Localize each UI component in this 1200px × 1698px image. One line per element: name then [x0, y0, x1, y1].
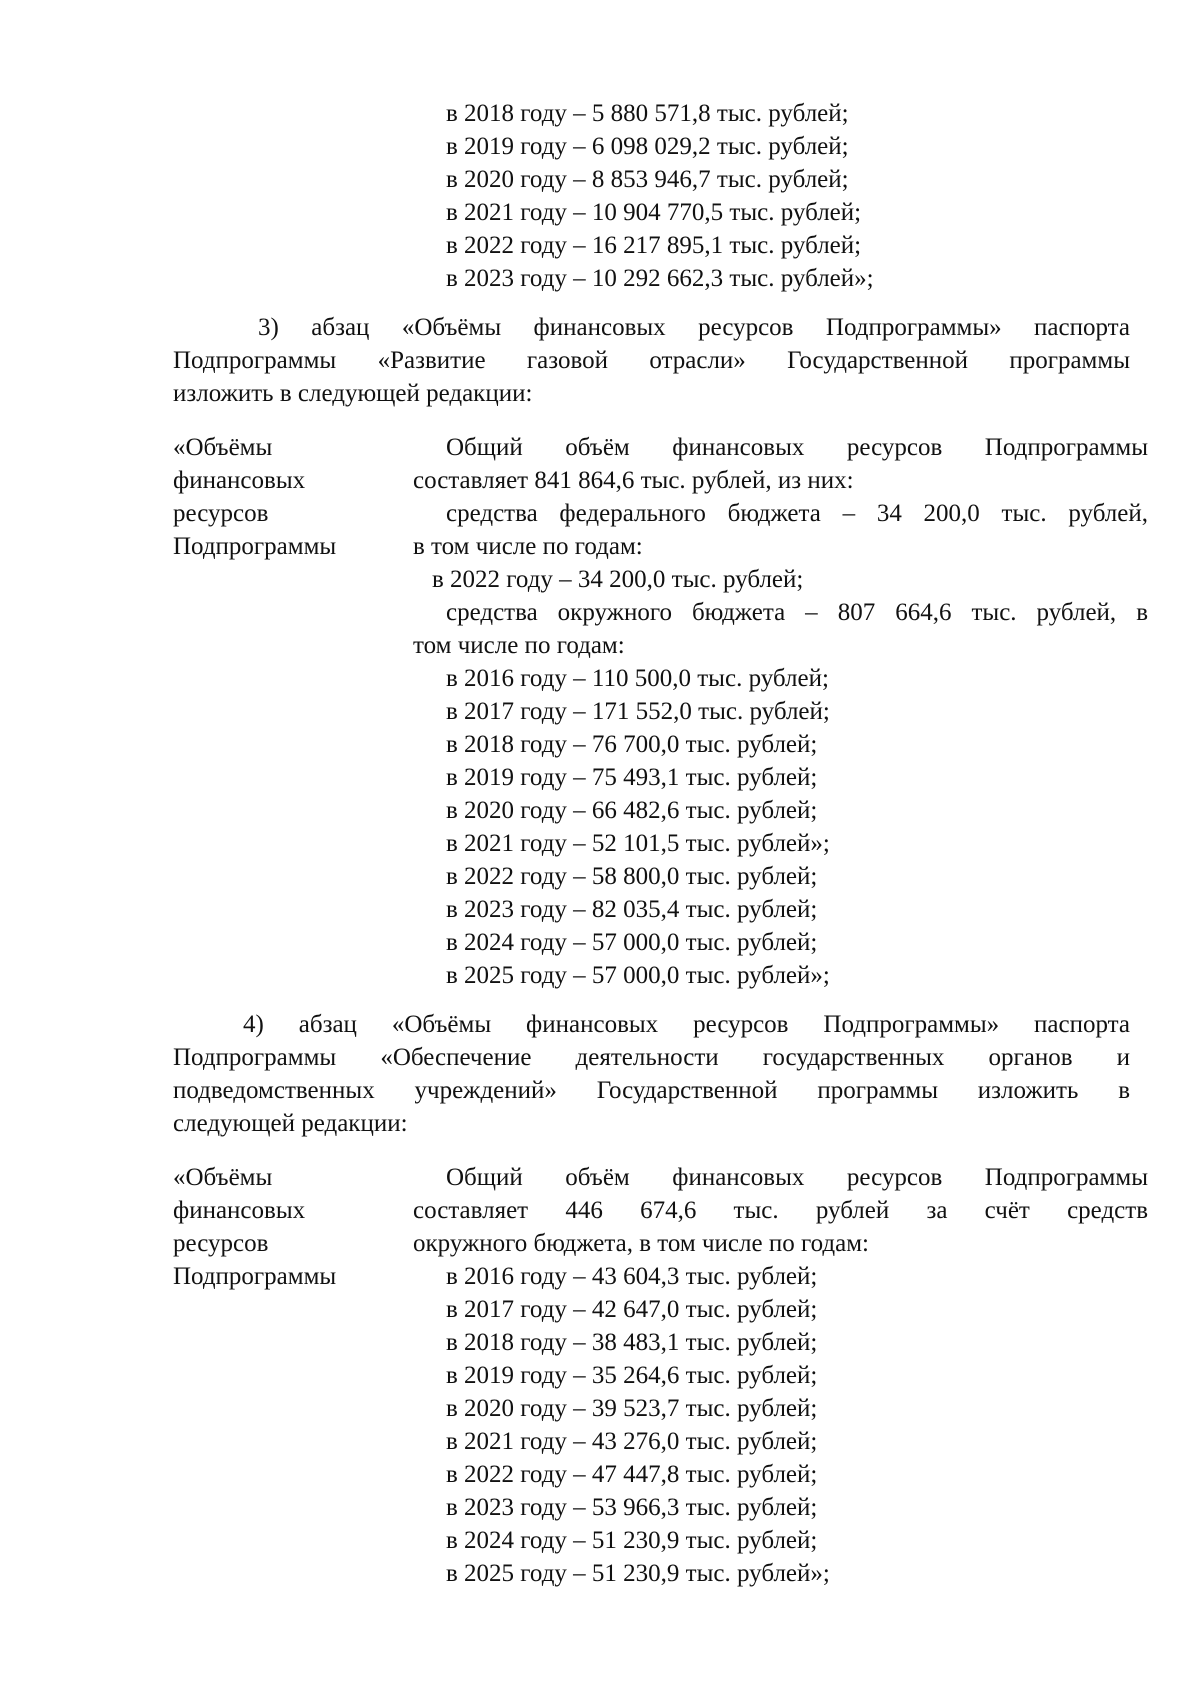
item-3-line: 3) абзац «Объёмы финансовых ресурсов Подпрограммы» паспорта: [258, 314, 1130, 341]
list-item: в 2017 году – 171 552,0 тыс. рублей;: [446, 698, 830, 725]
list-item: в 2016 году – 43 604,3 тыс. рублей;: [446, 1263, 818, 1290]
item-4-line: подведомственных учреждений» Государственной программы изложить в: [173, 1077, 1130, 1104]
list-item: в 2023 году – 10 292 662,3 тыс. рублей»;: [446, 265, 874, 292]
list-item: в 2023 году – 82 035,4 тыс. рублей;: [446, 896, 818, 923]
label-line: Подпрограммы: [173, 533, 337, 560]
text-line: Общий объём финансовых ресурсов Подпрограммы: [446, 1164, 1148, 1191]
item-3-line: изложить в следующей редакции:: [173, 380, 533, 407]
list-item: в 2023 году – 53 966,3 тыс. рублей;: [446, 1494, 818, 1521]
text-line: окружного бюджета, в том числе по годам:: [413, 1230, 869, 1257]
item-4-line: следующей редакции:: [173, 1110, 408, 1137]
text-line: составляет 446 674,6 тыс. рублей за счёт средств: [413, 1197, 1148, 1224]
text-line: средства окружного бюджета – 807 664,6 тыс. рублей, в: [446, 599, 1148, 626]
list-item: в 2021 году – 10 904 770,5 тыс. рублей;: [446, 199, 862, 226]
text-line: том числе по годам:: [413, 632, 625, 659]
text-line: средства федерального бюджета – 34 200,0 тыс. рублей,: [446, 500, 1148, 527]
list-item: в 2018 году – 38 483,1 тыс. рублей;: [446, 1329, 818, 1356]
text-line: Общий объём финансовых ресурсов Подпрограммы: [446, 434, 1148, 461]
list-item: в 2018 году – 5 880 571,8 тыс. рублей;: [446, 100, 849, 127]
item-3-line: Подпрограммы «Развитие газовой отрасли» Государственной программы: [173, 347, 1130, 374]
list-item: в 2019 году – 35 264,6 тыс. рублей;: [446, 1362, 818, 1389]
list-item: в 2021 году – 52 101,5 тыс. рублей»;: [446, 830, 830, 857]
list-item: в 2020 году – 8 853 946,7 тыс. рублей;: [446, 166, 849, 193]
list-item: в 2024 году – 51 230,9 тыс. рублей;: [446, 1527, 818, 1554]
list-item: в 2019 году – 6 098 029,2 тыс. рублей;: [446, 133, 849, 160]
label-line: финансовых: [173, 467, 306, 494]
text-line: в том числе по годам:: [413, 533, 643, 560]
list-item: в 2025 году – 51 230,9 тыс. рублей»;: [446, 1560, 830, 1587]
list-item: в 2019 году – 75 493,1 тыс. рублей;: [446, 764, 818, 791]
label-line: ресурсов: [173, 500, 269, 527]
item-4-line: 4) абзац «Объёмы финансовых ресурсов Подпрограммы» паспорта: [243, 1011, 1130, 1038]
list-item: в 2024 году – 57 000,0 тыс. рублей;: [446, 929, 818, 956]
list-item: в 2022 году – 47 447,8 тыс. рублей;: [446, 1461, 818, 1488]
list-item: в 2022 году – 16 217 895,1 тыс. рублей;: [446, 232, 862, 259]
label-line: Подпрограммы: [173, 1263, 337, 1290]
list-item: в 2020 году – 39 523,7 тыс. рублей;: [446, 1395, 818, 1422]
list-item: в 2021 году – 43 276,0 тыс. рублей;: [446, 1428, 818, 1455]
list-item: в 2025 году – 57 000,0 тыс. рублей»;: [446, 962, 830, 989]
list-item: в 2022 году – 58 800,0 тыс. рублей;: [446, 863, 818, 890]
label-line: «Объёмы: [173, 434, 273, 461]
text-line: составляет 841 864,6 тыс. рублей, из них:: [413, 467, 854, 494]
label-line: «Объёмы: [173, 1164, 273, 1191]
list-item: в 2017 году – 42 647,0 тыс. рублей;: [446, 1296, 818, 1323]
list-item: в 2016 году – 110 500,0 тыс. рублей;: [446, 665, 829, 692]
item-4-line: Подпрограммы «Обеспечение деятельности государственных органов и: [173, 1044, 1130, 1071]
label-line: ресурсов: [173, 1230, 269, 1257]
text-line: в 2022 году – 34 200,0 тыс. рублей;: [432, 566, 804, 593]
list-item: в 2020 году – 66 482,6 тыс. рублей;: [446, 797, 818, 824]
label-line: финансовых: [173, 1197, 306, 1224]
list-item: в 2018 году – 76 700,0 тыс. рублей;: [446, 731, 818, 758]
